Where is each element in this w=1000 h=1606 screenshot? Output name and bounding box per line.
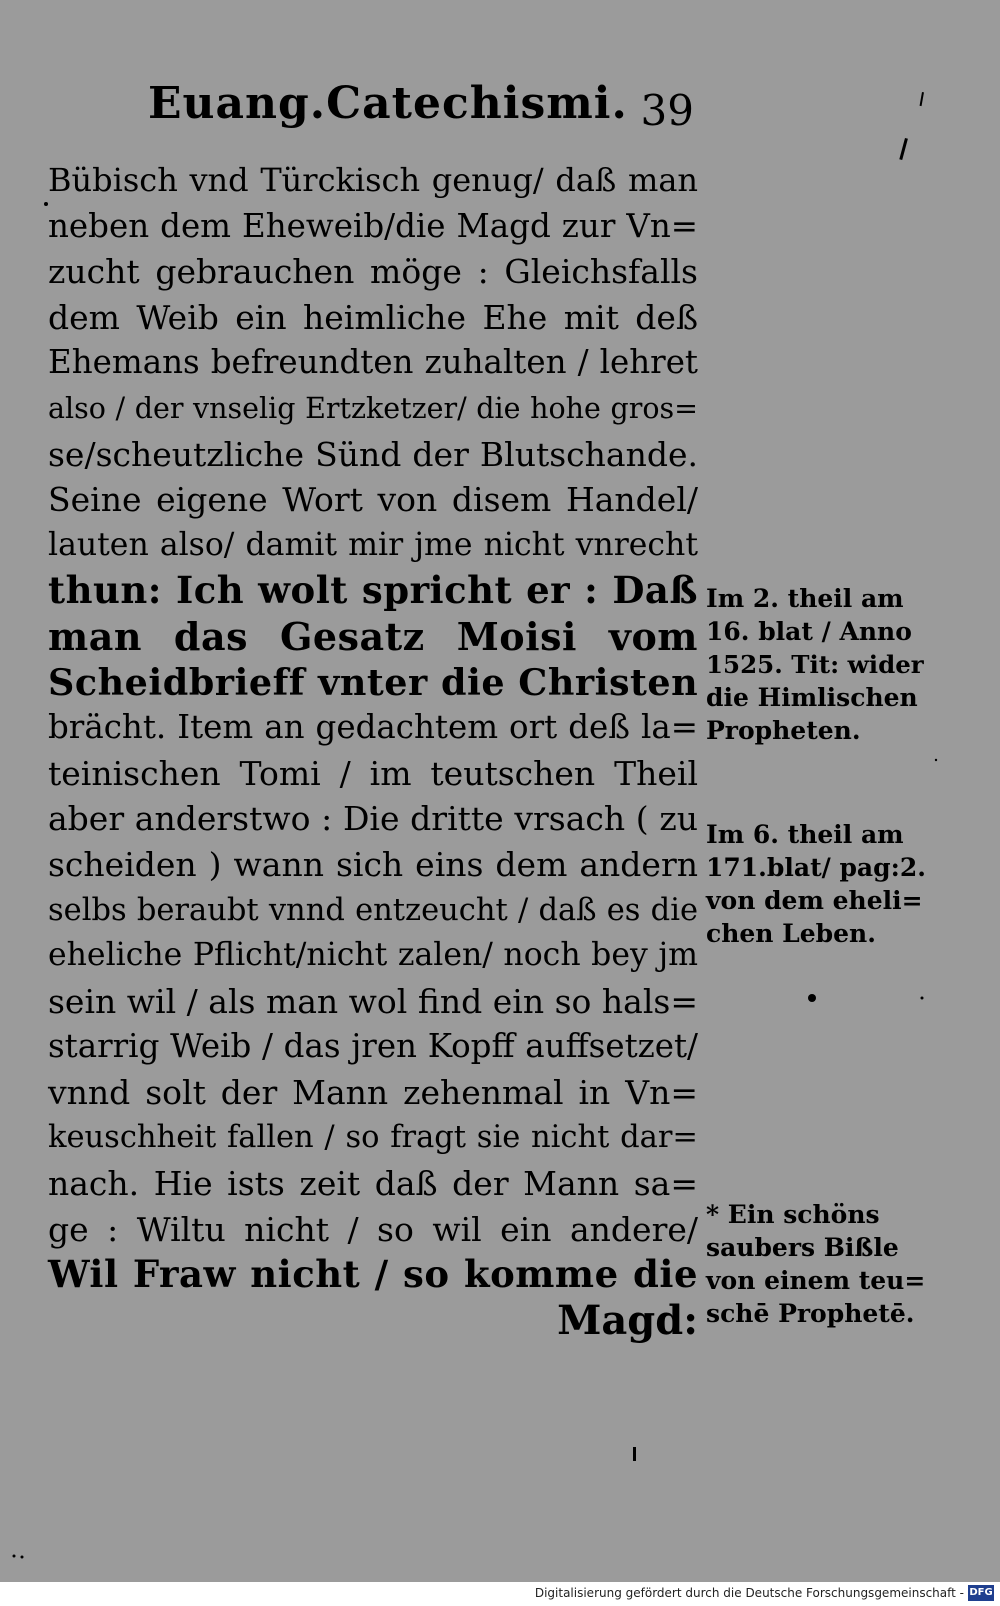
text-line: selbs beraubt vnnd entzeucht / daß es die (48, 892, 698, 928)
text-line: Bübisch vnd Türckisch genug/ daß man (48, 161, 698, 199)
text-line: nach. Hie ists zeit daß der Mann sa= (48, 1164, 698, 1204)
margin-note (706, 582, 926, 747)
margin-note-line: von dem eheli= (706, 886, 923, 915)
text-line: se/scheutzliche Sünd der Blutschande. (48, 434, 698, 474)
text-line: Wil Fraw nicht / so komme die (48, 1252, 698, 1297)
main-text-column (48, 158, 698, 1343)
margin-note (706, 818, 926, 950)
margin-note-line: schē Prophetē. (706, 1299, 915, 1328)
margin-note-line: Propheten. (706, 716, 861, 745)
text-line: eheliche Pflicht/nicht zalen/ noch bey jm (48, 937, 698, 974)
page-header (148, 78, 694, 148)
margin-note-line: 16. blat / Anno (706, 617, 912, 646)
margin-note-line: chen Leben. (706, 919, 876, 948)
text-line: teinischen Tomi / im teutschen Theil (48, 753, 698, 793)
margin-note (706, 1198, 926, 1330)
margin-note-line: 1525. Tit: wider (706, 650, 924, 679)
text-line: neben dem Eheweib/die Magd zur Vn= (48, 206, 698, 245)
dfg-logo: DFG (968, 1585, 994, 1601)
footer-bar (0, 1582, 1000, 1606)
text-line: sein wil / als man wol find ein so hals= (48, 981, 698, 1021)
text-line: zucht gebrauchen möge : Gleichsfalls (48, 252, 698, 292)
text-line: also / der vnselig Ertzketzer/ die hohe gros= (48, 391, 698, 425)
catchword: Magd: (557, 1296, 698, 1344)
text-line: keuschheit fallen / so fragt sie nicht dar= (48, 1120, 698, 1156)
text-line: dem Weib ein heimliche Ehe mit deß (48, 297, 698, 337)
text-line: aber anderstwo : Die dritte vrsach ( zu (48, 799, 698, 839)
text-line: lauten also/ damit mir jme nicht vnrecht (48, 526, 698, 563)
margin-note-line: saubers Bißle (706, 1233, 899, 1262)
margin-note-line: Im 6. theil am (706, 820, 904, 849)
text-line: brächt. Item an gedachtem ort deß la= (48, 708, 698, 747)
running-head: Euang.Catechismi. (148, 78, 628, 129)
margin-note-line: Im 2. theil am (706, 584, 904, 613)
margin-note-line: von einem teu= (706, 1266, 926, 1295)
text-line: Ehemans befreundten zuhalten / lehret (48, 343, 698, 382)
page-number: 39 (640, 86, 694, 135)
text-line: starrig Weib / das jren Kopff auffsetzet/ (48, 1027, 698, 1066)
margin-note-line: die Himlischen (706, 683, 918, 712)
text-line: ge : Wiltu nicht / so wil ein andere/ (48, 1209, 698, 1249)
text-line: Seine eigene Wort von disem Handel/ (48, 480, 698, 520)
text-line: man das Gesatz Moisi vom (48, 613, 698, 659)
margin-note-line: * Ein schöns (706, 1200, 880, 1229)
footer-credit: Digitalisierung gefördert durch die Deutsche Forschungsgemeinschaft - (534, 1586, 964, 1600)
text-line: vnnd solt der Mann zehenmal in Vn= (48, 1072, 698, 1112)
text-line: thun: Ich wolt spricht er : Daß (48, 568, 698, 613)
text-line: Scheidbrieff vnter die Christen (48, 660, 699, 704)
text-line: scheiden ) wann sich eins dem andern (48, 844, 698, 884)
margin-note-line: 171.blat/ pag:2. (706, 853, 926, 882)
